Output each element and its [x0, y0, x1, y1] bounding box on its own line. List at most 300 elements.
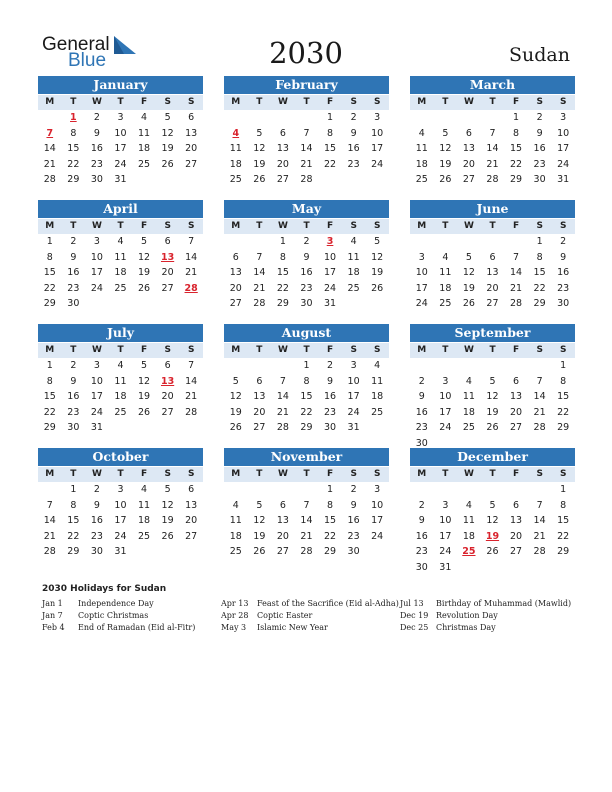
day: 7	[489, 127, 496, 139]
day: 3	[442, 375, 449, 387]
day: 18	[114, 267, 127, 278]
day: 23	[347, 158, 360, 170]
day: 21	[486, 158, 499, 170]
day: 3	[350, 360, 357, 371]
weekday-label: W	[277, 97, 288, 107]
day: 2	[560, 236, 567, 247]
day: 13	[276, 515, 289, 526]
day: 8	[560, 499, 567, 511]
day: 11	[439, 267, 452, 278]
day: 2	[70, 236, 77, 247]
day: 6	[465, 127, 472, 139]
day: 27	[509, 422, 523, 433]
weekday-label: S	[164, 469, 171, 479]
holiday-row	[221, 622, 401, 634]
empty-day	[457, 358, 481, 374]
holiday-date: Jan 7	[42, 611, 63, 620]
day: 30	[323, 422, 337, 433]
empty-day	[457, 482, 481, 498]
day: 26	[161, 530, 174, 542]
weekday-label: F	[513, 221, 520, 231]
weekday-label: T	[303, 345, 310, 355]
day: 30	[415, 437, 428, 449]
holiday-name: Revolution Day	[436, 611, 498, 620]
day: 5	[141, 236, 148, 247]
day: 27	[185, 530, 198, 542]
day: 1	[279, 236, 286, 247]
holiday-name: Birthday of Muhammad (Mawlid)	[436, 599, 572, 608]
day: 16	[347, 143, 360, 154]
weekday-label: S	[350, 469, 357, 479]
weekday-label: F	[141, 221, 148, 231]
weekday-header	[38, 343, 203, 358]
day: 7	[279, 375, 286, 387]
day: 6	[279, 499, 286, 511]
day: 24	[323, 282, 337, 294]
empty-day	[504, 234, 528, 250]
day: 12	[253, 143, 266, 154]
day: 1	[46, 236, 53, 247]
day: 21	[185, 391, 198, 402]
day: 16	[347, 515, 360, 526]
day: 12	[161, 127, 174, 139]
month-april	[38, 200, 203, 312]
day: 18	[229, 530, 242, 542]
day: 4	[141, 112, 148, 123]
day: 19	[462, 282, 475, 294]
day: 18	[415, 158, 428, 170]
day: 7	[303, 499, 310, 511]
day: 29	[509, 174, 523, 185]
empty-day	[481, 110, 505, 126]
weekday-label: F	[513, 345, 520, 355]
day: 1	[513, 112, 520, 123]
day: 29	[43, 298, 56, 309]
weekday-header	[410, 219, 575, 234]
weekday-label: S	[164, 221, 171, 231]
day: 26	[371, 282, 384, 294]
day: 30	[415, 561, 428, 573]
day: 16	[90, 143, 103, 154]
day: 14	[43, 143, 56, 154]
day: 9	[418, 391, 425, 402]
holiday-name: Coptic Christmas	[78, 611, 149, 620]
day: 20	[253, 406, 266, 418]
empty-day	[248, 482, 272, 498]
weekday-label: T	[303, 469, 310, 479]
day: 22	[67, 158, 80, 170]
day: 28	[300, 174, 313, 185]
day: 8	[536, 251, 543, 263]
empty-day	[248, 234, 272, 250]
day: 13	[253, 391, 266, 402]
logo-general-text: General	[42, 34, 110, 55]
weekday-label: S	[374, 469, 381, 479]
weekday-label: W	[91, 221, 102, 231]
weekday-label: T	[70, 97, 77, 107]
weekday-label: F	[141, 469, 148, 479]
weekday-label: F	[327, 97, 334, 107]
holiday-name: Coptic Easter	[257, 611, 313, 620]
month-name: February	[224, 76, 389, 94]
day: 12	[229, 391, 242, 402]
day: 9	[327, 375, 334, 387]
weekday-label: M	[231, 97, 241, 107]
day: 25	[114, 406, 127, 418]
day: 15	[509, 143, 523, 154]
month-name: September	[410, 324, 575, 342]
day: 29	[557, 546, 570, 557]
day: 27	[276, 174, 289, 185]
day: 16	[300, 267, 313, 278]
day: 14	[486, 143, 499, 154]
day: 14	[185, 251, 198, 263]
holidays-title: 2030 Holidays for Sudan	[42, 584, 167, 594]
day: 21	[253, 282, 266, 294]
day: 5	[374, 236, 381, 247]
country-label: Sudan	[509, 44, 570, 66]
day: 7	[46, 499, 53, 511]
day: 1	[327, 112, 334, 123]
day: 3	[117, 112, 124, 123]
weekday-header	[224, 343, 389, 358]
weekday-label: W	[277, 469, 288, 479]
day: 11	[229, 515, 242, 526]
day: 24	[114, 158, 127, 170]
holiday-day: 7	[46, 127, 54, 139]
weekday-label: M	[45, 469, 55, 479]
weekday-label: S	[560, 221, 567, 231]
day: 1	[560, 484, 567, 495]
day: 24	[415, 298, 428, 309]
day: 10	[114, 127, 127, 139]
day-grid	[38, 110, 203, 188]
day: 17	[439, 530, 452, 542]
weekday-label: F	[513, 97, 520, 107]
weekday-header	[224, 219, 389, 234]
empty-day	[457, 234, 481, 250]
weekday-label: M	[417, 97, 427, 107]
day: 16	[67, 267, 80, 278]
day: 7	[188, 360, 195, 371]
day: 19	[161, 143, 174, 154]
day: 17	[347, 391, 360, 402]
day: 12	[462, 267, 475, 278]
day: 26	[137, 282, 151, 294]
day: 6	[279, 127, 286, 139]
year-title: 2030	[269, 36, 343, 70]
day-grid	[410, 234, 575, 312]
day: 22	[67, 530, 80, 542]
day: 12	[371, 251, 384, 263]
weekday-label: T	[442, 97, 449, 107]
empty-day	[457, 110, 481, 126]
weekday-label: S	[374, 97, 381, 107]
empty-day	[224, 482, 248, 498]
day: 23	[415, 546, 428, 557]
holiday-name: Christmas Day	[436, 623, 496, 632]
day: 21	[43, 530, 56, 542]
weekday-label: M	[45, 345, 55, 355]
day: 2	[418, 499, 425, 511]
holiday-name: Independence Day	[78, 599, 154, 608]
holiday-row	[221, 610, 401, 622]
day: 8	[327, 127, 334, 139]
day: 29	[323, 546, 337, 557]
day: 30	[533, 174, 546, 185]
day: 21	[533, 406, 546, 418]
holiday-row	[42, 622, 222, 634]
day: 6	[513, 375, 520, 387]
day: 19	[137, 391, 151, 402]
day: 22	[557, 406, 570, 418]
day: 4	[350, 236, 357, 247]
day: 4	[465, 499, 472, 511]
day: 30	[67, 298, 80, 309]
day: 11	[114, 375, 127, 387]
empty-day	[504, 358, 528, 374]
day: 4	[442, 251, 449, 263]
day: 9	[93, 499, 100, 511]
day: 24	[439, 422, 452, 433]
day: 12	[486, 515, 499, 526]
empty-day	[481, 358, 505, 374]
day: 26	[161, 158, 174, 170]
day: 22	[533, 282, 546, 294]
day: 15	[43, 267, 56, 278]
weekday-label: M	[231, 345, 241, 355]
day: 27	[185, 158, 198, 170]
day: 25	[347, 282, 360, 294]
weekday-label: T	[70, 345, 77, 355]
day: 2	[418, 375, 425, 387]
month-name: March	[410, 76, 575, 94]
day: 13	[509, 515, 523, 526]
weekday-label: W	[277, 221, 288, 231]
day: 5	[489, 375, 496, 387]
day: 8	[279, 251, 286, 263]
month-march	[410, 76, 575, 188]
day: 27	[229, 298, 242, 309]
day: 20	[276, 530, 289, 542]
day: 27	[509, 546, 523, 557]
day: 21	[533, 530, 546, 542]
holiday-date: Dec 25	[400, 623, 429, 632]
day: 13	[486, 267, 499, 278]
month-september	[410, 324, 575, 451]
day: 7	[188, 236, 195, 247]
day: 26	[137, 406, 151, 418]
day: 7	[536, 499, 543, 511]
day: 26	[486, 422, 499, 433]
month-name: August	[224, 324, 389, 342]
weekday-label: T	[117, 221, 124, 231]
day: 23	[347, 530, 360, 542]
empty-day	[434, 234, 458, 250]
day: 31	[557, 174, 570, 185]
day: 12	[137, 251, 151, 263]
day: 14	[509, 267, 523, 278]
day: 23	[67, 282, 80, 294]
day: 11	[415, 143, 428, 154]
month-february	[224, 76, 389, 188]
day: 25	[371, 406, 384, 418]
day: 15	[67, 515, 80, 526]
holiday-name: Feast of the Sacrifice (Eid al-Adha)	[257, 599, 399, 608]
holiday-column	[400, 598, 580, 634]
day-grid	[224, 482, 389, 560]
day: 18	[462, 406, 475, 418]
weekday-label: T	[256, 97, 263, 107]
weekday-header	[38, 95, 203, 110]
day: 8	[303, 375, 310, 387]
day: 1	[560, 360, 567, 371]
holiday-date: Feb 4	[42, 623, 65, 632]
day: 24	[90, 282, 103, 294]
empty-day	[248, 358, 272, 374]
day: 10	[415, 267, 428, 278]
day: 23	[557, 282, 570, 294]
day: 21	[43, 158, 56, 170]
holiday-date: Dec 19	[400, 611, 429, 620]
holiday-day: 4	[232, 127, 240, 139]
weekday-label: T	[442, 469, 449, 479]
day: 7	[303, 127, 310, 139]
day: 13	[185, 127, 198, 139]
day: 9	[418, 515, 425, 526]
day: 26	[439, 174, 452, 185]
day: 9	[93, 127, 100, 139]
weekday-label: S	[560, 345, 567, 355]
day: 8	[70, 127, 77, 139]
day: 10	[371, 127, 384, 139]
day: 4	[141, 484, 148, 495]
day: 8	[560, 375, 567, 387]
day: 16	[415, 530, 428, 542]
empty-day	[434, 358, 458, 374]
day: 7	[256, 251, 263, 263]
weekday-header	[410, 343, 575, 358]
day: 9	[303, 251, 310, 263]
day: 22	[43, 406, 56, 418]
day: 20	[486, 282, 499, 294]
day: 24	[557, 158, 570, 170]
weekday-label: T	[489, 469, 496, 479]
day: 2	[350, 484, 357, 495]
weekday-label: T	[117, 469, 124, 479]
holiday-day: 1	[70, 112, 77, 123]
day: 25	[137, 158, 151, 170]
day: 10	[371, 499, 384, 511]
day: 11	[137, 127, 151, 139]
day: 30	[90, 546, 103, 557]
day: 25	[114, 282, 127, 294]
day: 16	[415, 406, 428, 418]
day: 1	[46, 360, 53, 371]
holiday-row	[221, 598, 401, 610]
day: 1	[303, 360, 310, 371]
day: 2	[70, 360, 77, 371]
month-name: January	[38, 76, 203, 94]
day: 14	[276, 391, 289, 402]
day: 14	[300, 143, 313, 154]
weekday-label: S	[374, 221, 381, 231]
day: 6	[188, 112, 195, 123]
weekday-label: S	[350, 97, 357, 107]
weekday-label: T	[489, 97, 496, 107]
day: 23	[415, 422, 428, 433]
weekday-label: T	[256, 469, 263, 479]
weekday-label: M	[45, 221, 55, 231]
day: 18	[229, 158, 242, 170]
day: 14	[185, 375, 198, 387]
day: 2	[536, 112, 543, 123]
month-name: December	[410, 448, 575, 466]
day: 5	[256, 499, 263, 511]
holiday-column	[221, 598, 401, 634]
day: 15	[323, 515, 337, 526]
day: 10	[90, 375, 103, 387]
day-grid	[410, 110, 575, 188]
weekday-label: S	[536, 97, 543, 107]
day: 25	[137, 530, 151, 542]
holiday-date: May 3	[221, 623, 247, 632]
day: 25	[229, 174, 242, 185]
day: 18	[137, 143, 151, 154]
day: 9	[350, 499, 357, 511]
day: 11	[137, 499, 151, 511]
day: 20	[161, 391, 174, 402]
day: 5	[256, 127, 263, 139]
day: 24	[114, 530, 127, 542]
day: 2	[93, 484, 100, 495]
day: 5	[442, 127, 449, 139]
holiday-date: Apr 28	[221, 611, 249, 620]
empty-day	[224, 110, 248, 126]
day: 29	[557, 422, 570, 433]
day: 2	[93, 112, 100, 123]
day-grid	[38, 358, 203, 436]
holiday-column	[42, 598, 222, 634]
day: 11	[371, 375, 384, 387]
day: 14	[300, 515, 313, 526]
weekday-label: W	[91, 469, 102, 479]
day: 16	[67, 391, 80, 402]
day: 18	[371, 391, 384, 402]
day: 8	[513, 127, 520, 139]
weekday-label: S	[350, 221, 357, 231]
holiday-name: Islamic New Year	[257, 623, 328, 632]
day: 25	[439, 298, 452, 309]
month-january	[38, 76, 203, 188]
month-name: April	[38, 200, 203, 218]
month-name: October	[38, 448, 203, 466]
day: 5	[489, 499, 496, 511]
day: 17	[90, 391, 103, 402]
day: 9	[70, 375, 77, 387]
day: 13	[229, 267, 242, 278]
day: 19	[229, 406, 242, 418]
day: 7	[513, 251, 520, 263]
empty-day	[38, 110, 62, 126]
holiday-day: 19	[485, 530, 500, 542]
day: 6	[164, 360, 171, 371]
day: 31	[323, 298, 337, 309]
weekday-label: T	[117, 345, 124, 355]
day: 17	[439, 406, 452, 418]
day: 19	[253, 158, 266, 170]
day: 11	[229, 143, 242, 154]
